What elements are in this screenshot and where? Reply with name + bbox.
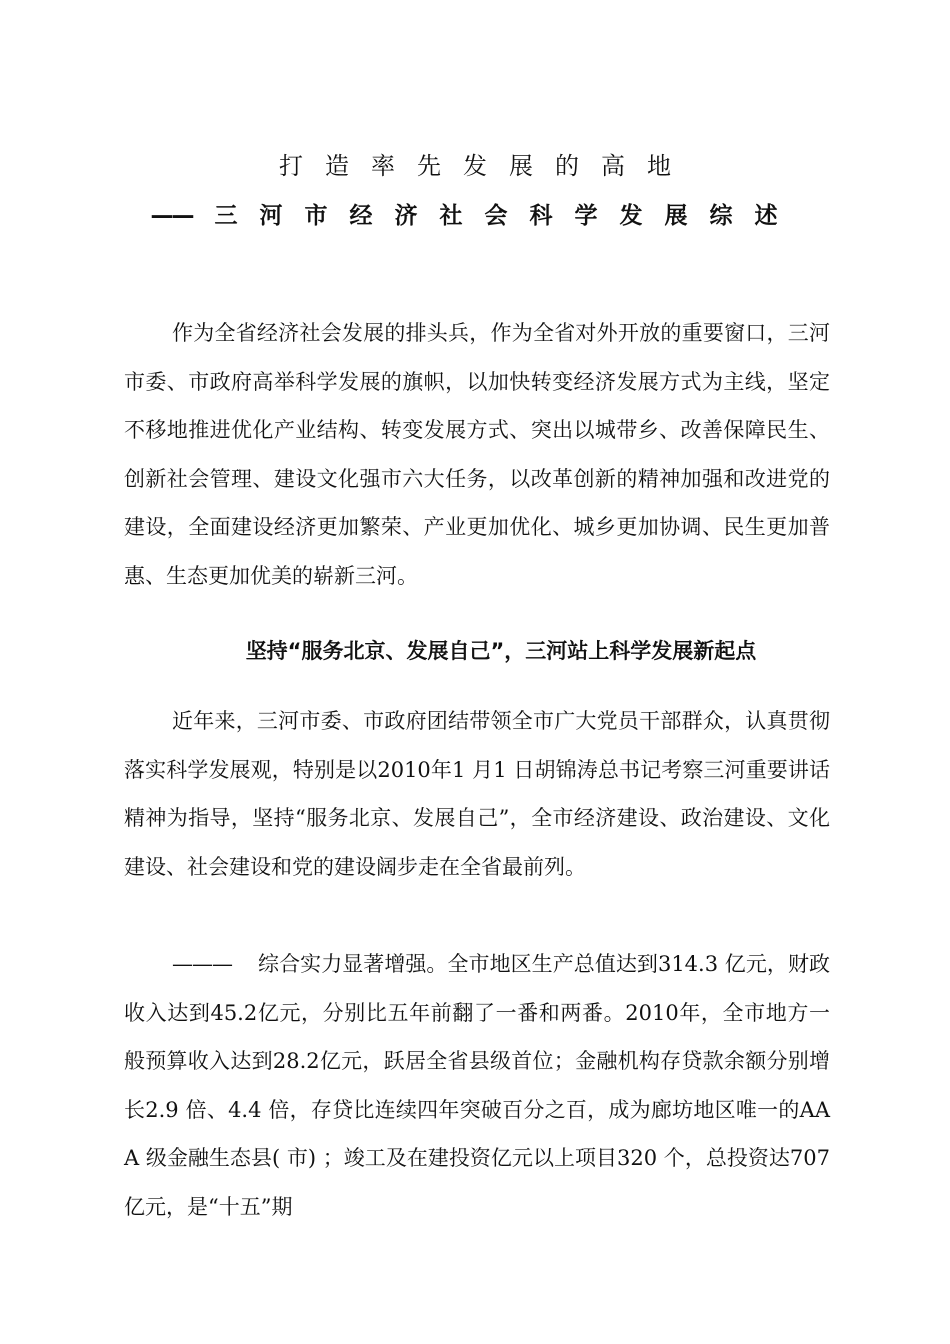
paragraph-strength xyxy=(124,940,830,1231)
paragraph-intro: 作为全省经济社会发展的排头兵，作为全省对外开放的重要窗口，三河市委、市政府高举科学发展的旗帜，以加快转变经济发展方式为主线，坚定不移地推进优化产业结构、转变发展方式、突出以城带乡、改善保障民生、创新社会管理、建设文化强市六大任务，以改革创新的精神加强和改进党的建设，全面建设经济更加繁荣、产业更加优化、城乡更加协调、民生更加普惠、生态更加优美的崭新三河。 xyxy=(124,321,830,588)
paragraph-lead-dash: ——— xyxy=(172,952,232,976)
section-heading: 坚持“服务北京、发展自己”，三河站上科学发展新起点 xyxy=(245,639,757,663)
document-title: 打造率先发展的高地 xyxy=(279,152,693,180)
paragraph-strength-text: 综合实力显著增强。全市地区生产总值达到314.3 亿元，财政收入达到45.2亿元，分别比五年前翻了一番和两番。2010年，全市地方一般预算收入达到28.2亿元，跃居全省县级首位；金融机构存贷款余额分别增长2.9 倍、4.4 倍，存贷比连续四年突破百分之百，成为廊坊地区唯一的AAA 级金融生态县( 市) ；竣工及在建投资亿元以上项目320 个，总投资达707 亿元，是“十五”期 xyxy=(124,952,830,1219)
subtitle-dash: —— xyxy=(150,203,193,229)
subtitle-text: 三河市经济社会科学发展综述 xyxy=(214,203,800,229)
document-subtitle xyxy=(0,196,950,236)
paragraph-recent-years: 近年来，三河市委、市政府团结带领全市广大党员干部群众，认真贯彻落实科学发展观，特别是以2010年1 月1 日胡锦涛总书记考察三河重要讲话精神为指导，坚持“服务北京、发展自己”，全市经济建设、政治建设、文化建设、社会建设和党的建设阔步走在全省最前列。 xyxy=(124,709,830,879)
